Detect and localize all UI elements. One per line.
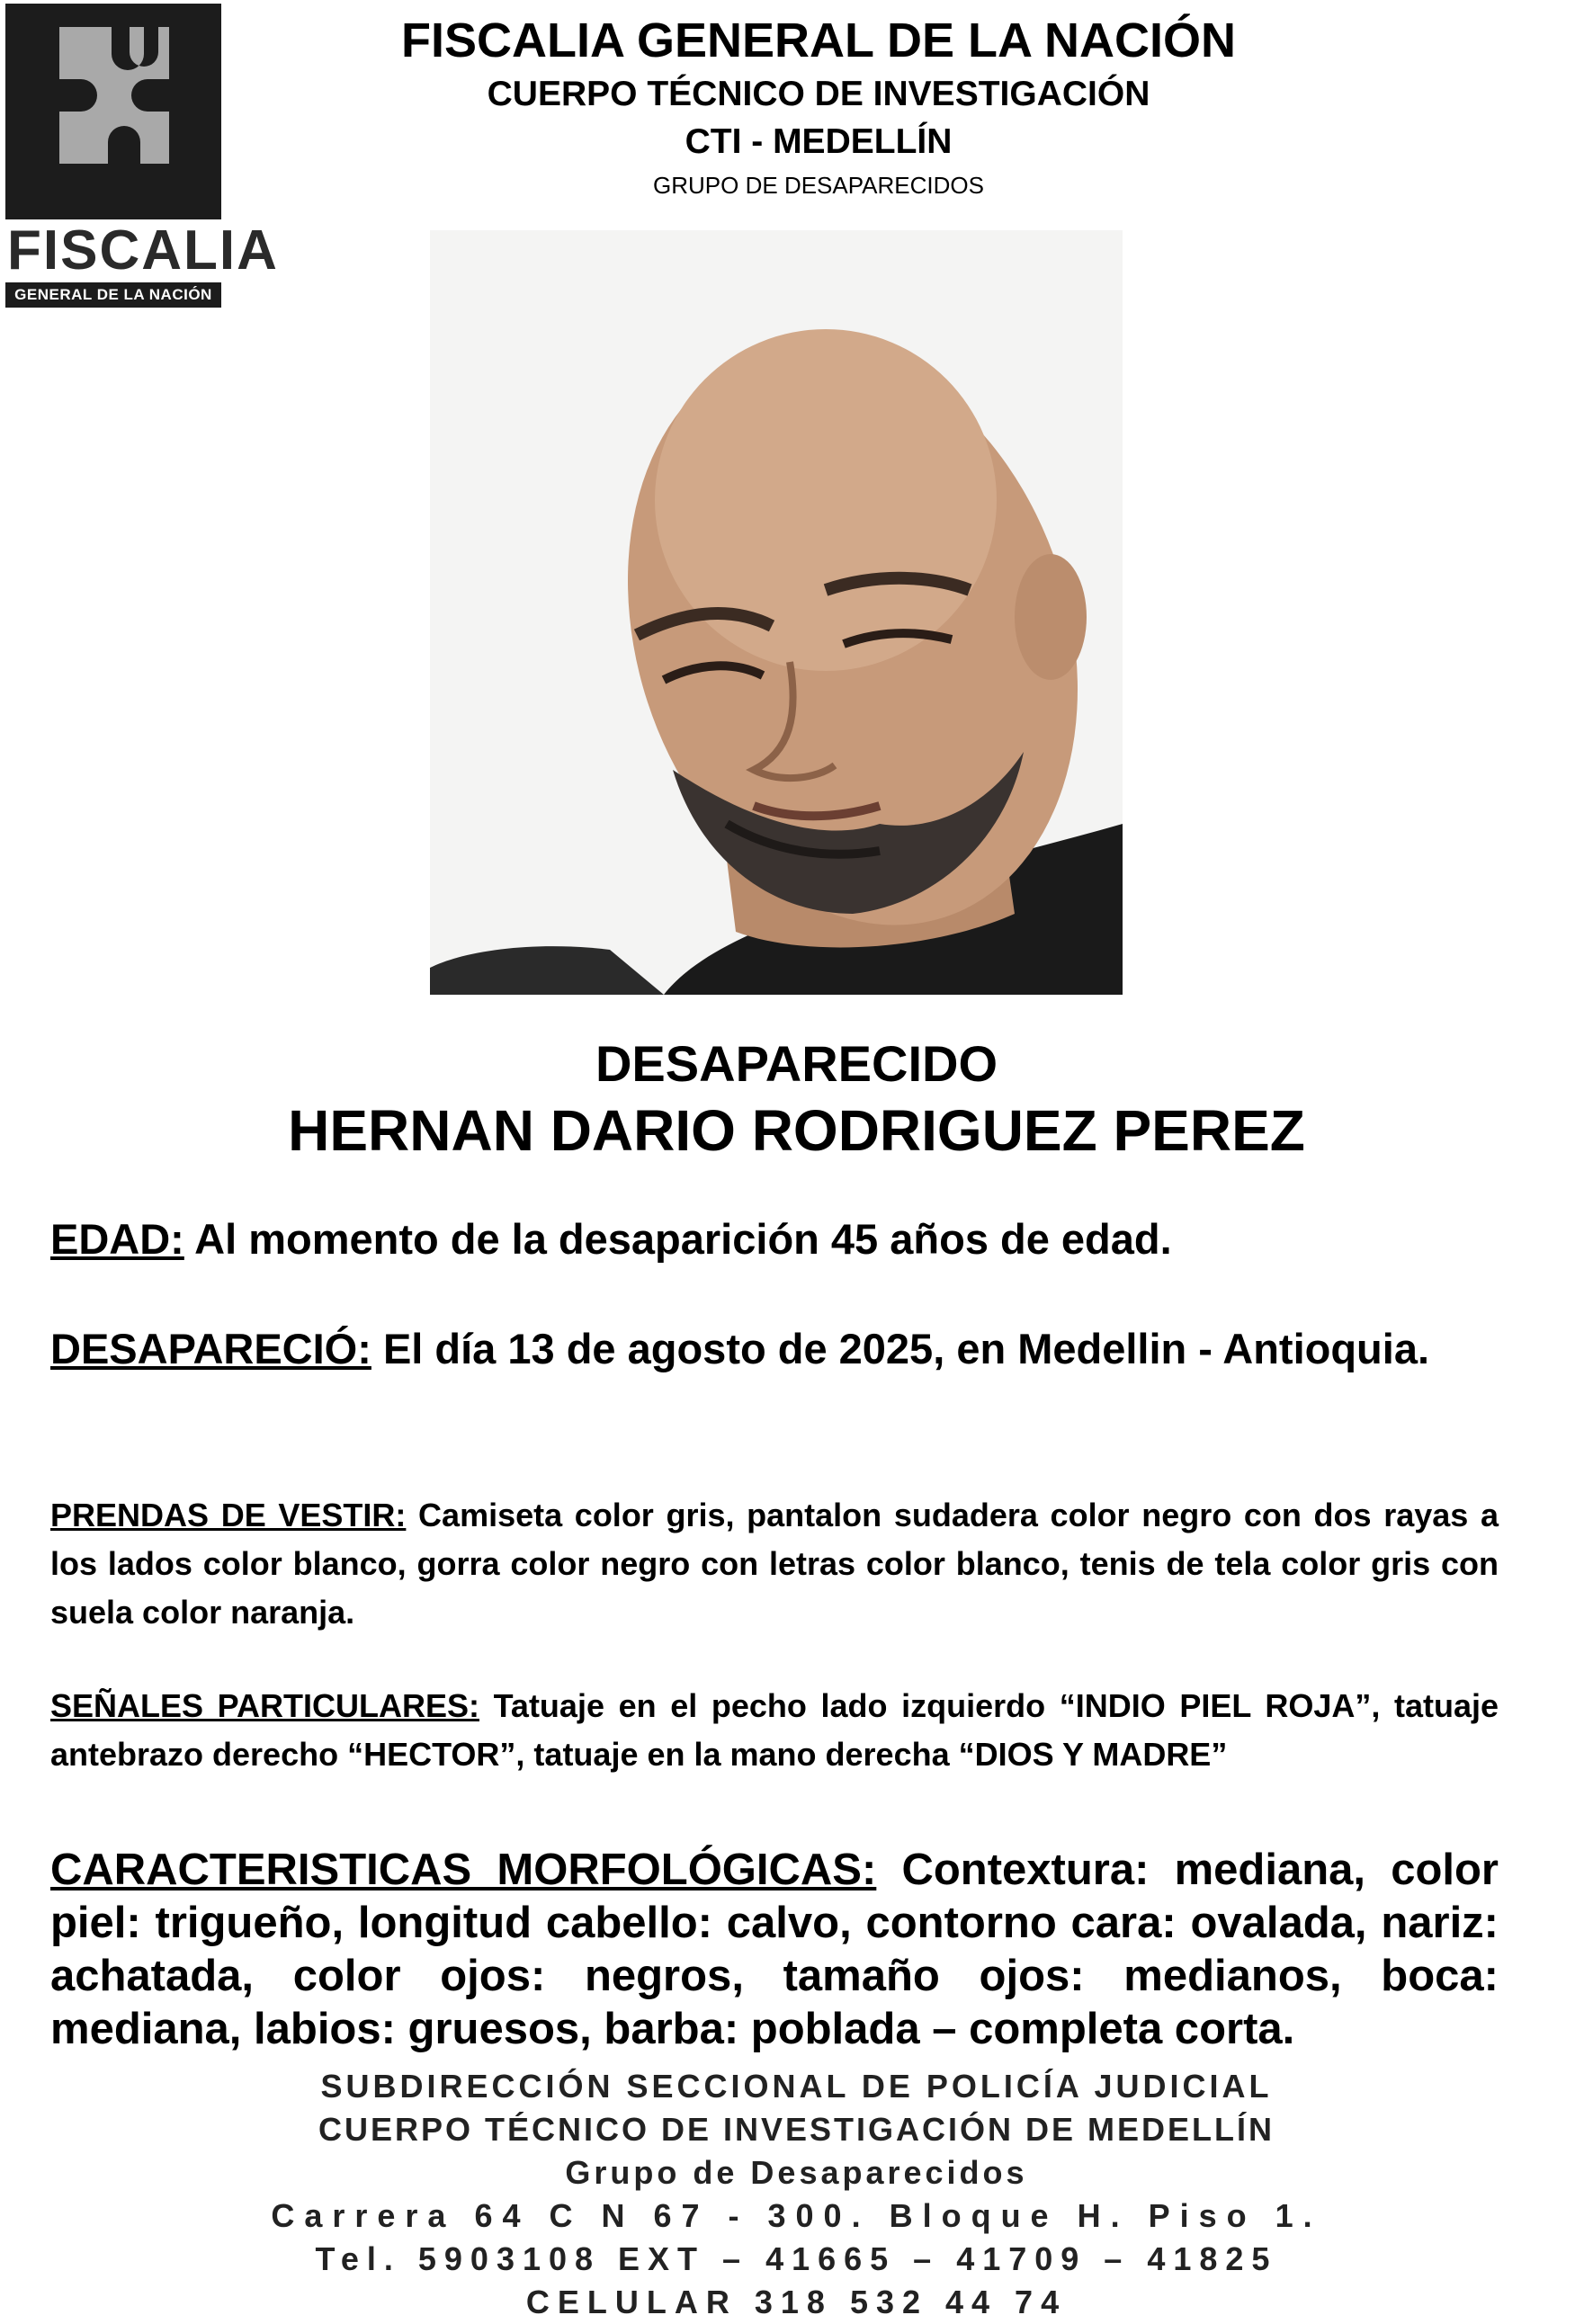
- logo-subtitle: GENERAL DE LA NACIÓN: [5, 282, 221, 308]
- footer-mobile: CELULAR 318 532 44 74: [525, 2284, 1068, 2320]
- footer-line-1: SUBDIRECCIÓN SECCIONAL DE POLICÍA JUDICIAL: [320, 2068, 1273, 2105]
- age-paragraph: [50, 1211, 1499, 1268]
- marks-paragraph: [50, 1682, 1499, 1779]
- footer-line-3: Grupo de Desaparecidos: [565, 2154, 1028, 2191]
- footer-address: Carrera 64 C N 67 - 300. Bloque H. Piso 1.: [271, 2197, 1322, 2234]
- contact-footer: [0, 2065, 1593, 2324]
- header-title: FISCALIA GENERAL DE LA NACIÓN: [400, 13, 1237, 67]
- missing-person-photo: [430, 230, 1123, 995]
- marks-label: SEÑALES PARTICULARES:: [50, 1687, 479, 1724]
- disappeared-text: El día 13 de agosto de 2025, en Medellin - Antioquia.: [371, 1325, 1430, 1372]
- footer-phone: Tel. 5903108 EXT – 41665 – 41709 – 41825: [315, 2240, 1278, 2277]
- disappeared-paragraph: [50, 1322, 1499, 1376]
- page-header: [234, 11, 1403, 205]
- morphology-text: Contextura: mediana, color piel: trigueño, longitud cabello: calvo, contorno cara: ovalada, nariz: achatada, color ojos: negros, tamaño ojos: medianos, boca: mediana, labios: gruesos, barba: poblada – completa corta.: [50, 1846, 1499, 2053]
- footer-line-2: CUERPO TÉCNICO DE INVESTIGACIÓN DE MEDELLÍN: [318, 2111, 1275, 2148]
- age-label: EDAD:: [50, 1215, 184, 1263]
- morphology-label: CARACTERISTICAS MORFOLÓGICAS:: [50, 1846, 877, 1894]
- header-line-4: GRUPO DE DESAPARECIDOS: [653, 172, 984, 199]
- clothing-paragraph: [50, 1491, 1499, 1637]
- header-line-2: CUERPO TÉCNICO DE INVESTIGACIÓN: [487, 75, 1150, 113]
- clothing-label: PRENDAS DE VESTIR:: [50, 1497, 407, 1533]
- person-name: HERNAN DARIO RODRIGUEZ PEREZ: [288, 1098, 1305, 1163]
- fiscalia-logo: [5, 4, 279, 306]
- puzzle-piece-icon: [5, 4, 221, 219]
- marks-text: Tatuaje en el pecho lado izquierdo “INDIO PIEL ROJA”, tatuaje antebrazo derecho “HECTOR”, tatuaje en la mano derecha “DIOS Y MADRE”: [50, 1687, 1499, 1773]
- status-heading: DESAPARECIDO: [595, 1035, 998, 1092]
- clothing-text: Camiseta color gris, pantalon sudadera color negro con dos rayas a los lados color blanco, gorra color negro con letras color blanco, tenis de tela color gris con suela color naranja.: [50, 1497, 1499, 1631]
- logo-wordmark: FISCALIA: [7, 219, 279, 282]
- header-line-3: CTI - MEDELLÍN: [685, 122, 953, 161]
- disappeared-label: DESAPARECIÓ:: [50, 1325, 371, 1372]
- age-text: Al momento de la desaparición 45 años de edad.: [183, 1215, 1172, 1263]
- morphology-paragraph: [50, 1844, 1499, 2056]
